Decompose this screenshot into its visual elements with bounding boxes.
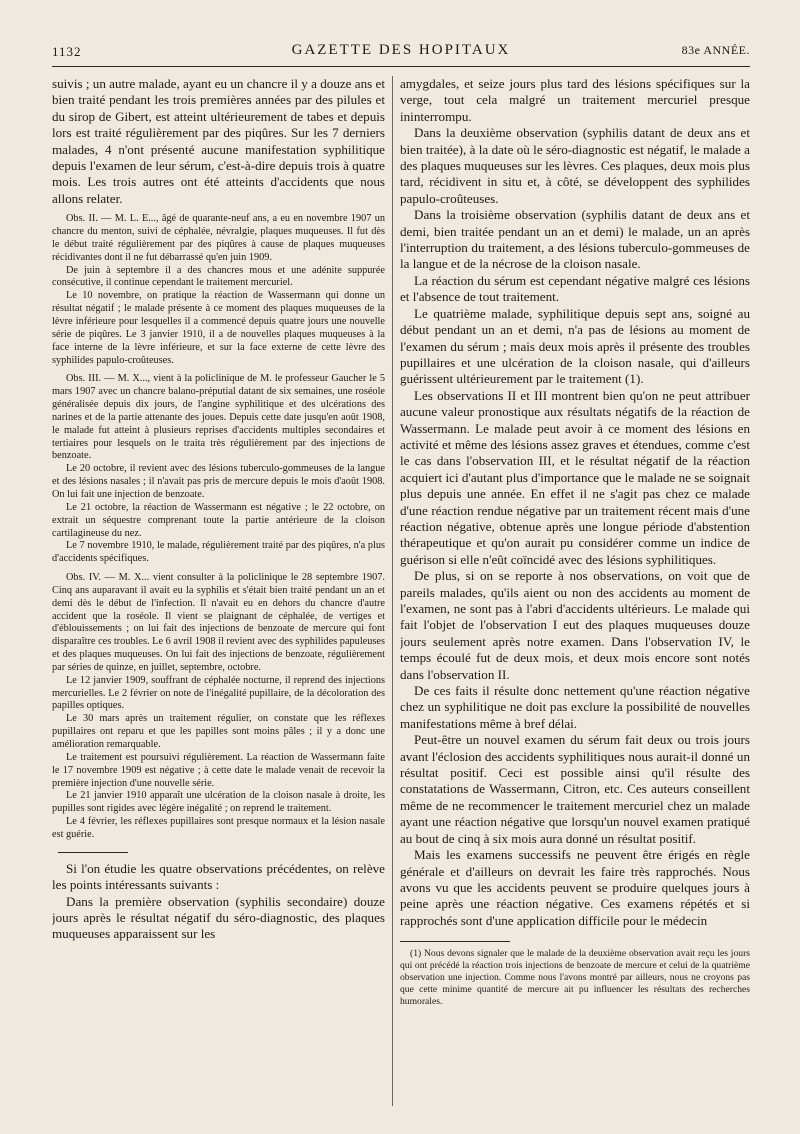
- paragraph: Dans la première observation (syphilis secondaire) douze jours après le résultat négatif du séro-diagnostic, des plaques muqueuses apparaissent sur les: [52, 893, 385, 942]
- paragraph: Le traitement est poursuivi régulièrement. La réaction de Wassermann faite le 17 novembre 1909 est négative ; à cette date le malade venait de recevoir la première injection d'une nouvelle série.: [52, 751, 385, 789]
- issue-label: 83e ANNÉE.: [681, 43, 750, 57]
- paragraph: Le 7 novembre 1910, le malade, régulièrement traité par des piqûres, n'a plus d'accidents spécifiques.: [52, 540, 385, 565]
- paragraph: Le 10 novembre, on pratique la réaction de Wassermann qui donne un résultat négatif ; le malade présente à ce moment des plaques muqueuses de la lèvre inférieure pour lesquelles il a commencé depuis quatre jours une nouvelle série de piqûres. Le 3 janvier 1910, il a de nouvelles plaques muqueuses à la face interne de la lèvre inférieure, et sur la face externe de cette lèvre des syphilides papulo-croûteuses.: [52, 290, 385, 366]
- paragraph: Le 20 octobre, il revient avec des lésions tuberculo-gommeuses de la langue et des lésions nasales ; il n'avait pas pris de mercure depuis le mois d'août 1908. On lui fait une injection de benzoate.: [52, 463, 385, 500]
- paragraph: La réaction du sérum est cependant négative malgré ces lésions et l'absence de tout traitement.: [400, 272, 750, 305]
- observation-3: Obs. III. — M. X..., vient à la policlinique de M. le professeur Gaucher le 5 mars 1907 avec un chancre balano-préputial datant de six semaines, une roséole généralisée depuis dix jours, de l'angine syphilitique et des ulcérations des narines et de la partie attenante des joues. Depuis cette date jusqu'en août 1908, le malade fut atteint à plusieurs reprises d'accidents multiples secondaires et tertiaires pour lesquels on le traita très régulièrement par des injections de benzoate.: [52, 373, 385, 462]
- observation-4: Obs. IV. — M. X... vient consulter à la policlinique le 28 septembre 1907. Cinq ans auparavant il avait eu la syphilis et s'était bien traité pendant un an et demi dès le début de l'infection. Il n'avait eu en dehors du chancre d'autre accident que la roséole. Il vient se plaignant de céphalée, de vertiges et d'éblouissements ; on lui fait des injections de benzoate de mercure qui font disparaître ces troubles. Le 6 avril 1908 il revient avec des syphilides papuleuses et des plaques muqueuses. On lui fait des injections de benzoate, régulièrement par séries de quinze, en juillet, septembre, octobre.: [52, 572, 385, 673]
- paragraph: suivis ; un autre malade, ayant eu un chancre il y a douze ans et bien traité pendant les trois premières années par des pilules et du sirop de Gibert, est atteint ultérieurement de tabes et depuis lors est traité régulièrement par des piqûres. Sur les 7 derniers malades, 4 n'ont présenté aucune manifestation syphilitique depuis l'examen de leur sérum, c'est-à-dire depuis trois à quatre mois. Les trois autres ont été atteints d'accidents que nous allons relater.: [52, 76, 385, 206]
- paragraph: Dans la deuxième observation (syphilis datant de deux ans et bien traitée), à la date où le séro-diagnostic est négatif, le malade a des plaques muqueuses sur les lèvres. Ces plaques, deux mois plus tard, récidivent in situ et, à côté, se développent des syphilides papulo-croûteuses.: [400, 125, 750, 206]
- page-number: 1132: [52, 44, 82, 59]
- paragraph: De juin à septembre il a des chancres mous et une adénite suppurée consécutive, il continue cependant le traitement mercuriel.: [52, 264, 385, 289]
- section-separator: [58, 852, 128, 853]
- paragraph: Peut-être un nouvel examen du sérum fait deux ou trois jours avant l'éclosion des accidents syphilitiques nous aurait-il donné un résultat positif. Ceci est possible ainsi qu'il résulte des constatations de Wassermann, Citron, etc. Ces auteurs conseillent même de ne recommencer le traitement mercuriel chez un malade ayant une réaction négative que lorsqu'un nouvel examen pratiqué au bout de cinq à six mois aura donné un résultat positif.: [400, 732, 750, 846]
- observation-2: Obs. II. — M. L. E..., âgé de quarante-neuf ans, a eu en novembre 1907 un chancre du menton, suivi de céphalée, névralgie, plaques muqueuses. Il fut dès le début traité régulièrement par des piqûres à cause de plaques muqueuses récidivantes dont il ne fut débarrassé qu'en juin 1909.: [52, 213, 385, 263]
- paragraph: Le 21 janvier 1910 apparaît une ulcération de la cloison nasale à droite, les pupilles sont rigides avec légère inégalité ; on reprend le traitement.: [52, 790, 385, 815]
- journal-title: GAZETTE DES HOPITAUX: [291, 42, 511, 58]
- paragraph: Dans la troisième observation (syphilis datant de deux ans et demi, bien traitée pendant un an et demi) le malade, un an après l'interruption du traitement, a des lésions tuberculo-gommeuses de la langue et de la nécrose de la cloison nasale.: [400, 207, 750, 272]
- footnote: (1) Nous devons signaler que le malade de la deuxième observation avait reçu les jours qui ont précédé la réaction trois injections de benzoate de mercure et celui de la quatrième observation une injection. Comme nous l'avons montré par ailleurs, nous ne croyons pas que cette minime quantité de mercure ait pu influencer les résultats des recherches humorales.: [400, 948, 750, 1008]
- paragraph: Le 12 janvier 1909, souffrant de céphalée nocturne, il reprend des injections mercurielles. Le 2 février on note de l'inégalité pupillaire, de la décoloration des papilles optiques.: [52, 674, 385, 712]
- paragraph: Si l'on étudie les quatre observations précédentes, on relève les points intéressants suivants :: [52, 860, 385, 893]
- paragraph: De plus, si on se reporte à nos observations, on voit que de pareils malades, qu'ils aient ou non des accidents au moment de l'examen, ne sont pas à l'abri d'accidents ultérieurs. Le malade qui fait l'objet de l'observation I eut des plaques muqueuses douze jours seulement après notre examen. Dans l'observation IV, le temps écoulé fut de deux mois, et deux mois encore sont notés dans l'observation II.: [400, 568, 750, 682]
- paragraph: Les observations II et III montrent bien qu'on ne peut attribuer aucune valeur pronostique aux résultats négatifs de la réaction de Wassermann. Le malade peut avoir à ce moment des lésions en activité et même des lésions assez graves et étendues, comme c'est le cas dans l'observation III, et le résultat négatif de la réaction acquiert ici d'autant plus d'importance que le malade ne se soignait plus depuis une année. En effet il ne s'agit pas chez ce malade d'une réaction rendue négative par un traitement récent mais d'une réaction négative, obtenue après une longue période d'abstention thérapeutique et qu'on aurait pu considérer comme un indice de guérison si elle n'eût coïncidé avec des lésions syphilitiques.: [400, 387, 750, 567]
- paragraph: Le 21 octobre, la réaction de Wassermann est négative ; le 22 octobre, on extrait un séquestre comprenant toute la partie antérieure de la cloison cartilagineuse du nez.: [52, 501, 385, 539]
- left-column: [52, 76, 385, 1111]
- paragraph: amygdales, et seize jours plus tard des lésions spécifiques sur la verge, tout cela malgré un traitement mercuriel presque ininterrompu.: [400, 76, 750, 124]
- column-divider: [392, 76, 393, 1106]
- paragraph: Le 30 mars après un traitement régulier, on constate que les réflexes pupillaires ont reparu et que les papilles sont moins pâles ; il y a donc une amélioration remarquable.: [52, 713, 385, 750]
- paragraph: De ces faits il résulte donc nettement qu'une réaction négative chez un syphilitique ne doit pas exclure la possibilité de nouvelles manifestations même à bref délai.: [400, 683, 750, 731]
- right-column: [400, 76, 750, 1111]
- footnote-rule: [400, 941, 510, 942]
- paragraph: Mais les examens successifs ne peuvent être érigés en règle générale et d'ailleurs on devrait les faire très rapprochés. Nous avons vu que les accidents peuvent se produire quelques jours à peine après une réaction négative. Ces examens répétés et si rapprochés sont d'une application difficile pour le médecin: [400, 847, 750, 928]
- paragraph: Le quatrième malade, syphilitique depuis sept ans, soigné au début pendant un an et demi, n'a pas de lésions au moment de l'examen du sérum ; mais deux mois après il présente des troubles pupillaires et une ulcération de la cloison nasale, qui d'ailleurs guérissent ultérieurement par le traitement (1).: [400, 305, 750, 387]
- page-header: [52, 38, 750, 67]
- paragraph: Le 4 février, les réflexes pupillaires sont presque normaux et la lésion nasale est guérie.: [52, 816, 385, 840]
